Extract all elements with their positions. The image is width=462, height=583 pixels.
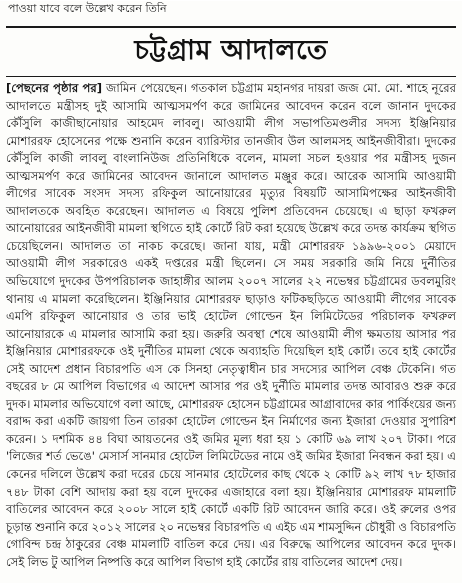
article-body bbox=[6, 80, 456, 571]
previous-article-tail: পাওয়া যাবে বলে উল্লেখ করেন তিনি bbox=[8, 2, 167, 15]
newspaper-clipping bbox=[0, 1, 462, 583]
headline-frame bbox=[6, 26, 456, 77]
article-headline: চট্টগ্রাম আদালতে bbox=[134, 34, 328, 66]
article-body-text: জামিন পেয়েছেন। গতকাল চট্টগ্রাম মহানগর দায়রা জজ মো. মো. শাহে নূরের আদালতে মন্ত্রীসহ দুই আসামি আত্মসমর্পণ করে জামিনের আবেদন করেন বলে জানান দুদকের কৌঁসুলি কাজীছানোয়ার আহমেদ লাবলু। আওয়ামী লীগ সভাপতিমণ্ডলীর সদস্য ইঞ্জিনিয়ার মোশাররফ হোসেনের পক্ষে শুনানি করেন ব্যারিস্টার তানজীব উল আলমসহ আইনজীবীরা। দুদকের কৌঁসুলি কাজী লাবলু বাংলানিউজ প্রতিনিধিকে বলেন, মামলা সচল হওয়ার পর মন্ত্রীসহ দুজন আত্মসমর্পণ করে জামিনের আবেদন জানালে আদালত মঞ্জুর করে। আরেক আসামি আওয়ামী লীগের সাবেক সংসদ সদস্য রফিকুল আনোয়ারের মৃত্যুর বিষয়টি আসামিপক্ষের আইনজীবী আদালতকে অবহিত করেছেন। আদালত এ বিষয়ে পুলিশ প্রতিবেদন চেয়েছে। এ ছাড়া ফখরুল আনোয়ারের আইনজীবী মামলা স্থগিতে হাই কোর্টে রিট করা হয়েছে উল্লেখ করে তদন্ত কার্যক্রম স্থগিত চেয়েছিলেন। আদালত তা নাকচ করেছে। জানা যায়, মন্ত্রী মোশাররফ ১৯৯৬-২০০১ মেয়াদে আওয়ামী লীগ সরকারেও একই দপ্তরের মন্ত্রী ছিলেন। সে সময় সরকারি জমি নিয়ে দুর্নীতির অভিযোগে দুদকের উপপরিচালক জাহাঙ্গীর আলম ২০০৭ সালের ২২ নভেম্বর চট্টগ্রামের ডবলমুরিং থানায় এ মামলা করেছিলেন। ইঞ্জিনিয়ার মোশাররফ ছাড়াও ফটিকছড়িতে আওয়ামী লীগের সাবেক এমপি রফিকুল আনোয়ার ও তার ভাই হোটেল গোল্ডেন ইন লিমিটেডের পরিচালক ফখরুল আনোয়ারকে এ মামলার আসামি করা হয়। জরুরি অবস্থা শেষে আওয়ামী লীগ ক্ষমতায় আসার পর ইঞ্জিনিয়ার মোশাররফকে ওই দুর্নীতির মামলা থেকে অব্যাহতি দিয়েছিল হাই কোর্ট। তবে হাই কোর্টের সেই আদেশ প্রধান বিচারপতি এস কে সিনহা নেতৃত্বাধীন চার সদস্যের আপিল বেঞ্চ টেকেনি। গত বছরের ৮ মে আপিল বিভাগের এ আদেশ আসার পর ওই দুর্নীতি মামলার তদন্ত আবারও শুরু করে দুদক। মামলার অভিযোগে বলা আছে, মোশাররফ হোসেন চট্টগ্রামের আগ্রাবাদের কার পার্কিংয়ের জন্য বরাদ্দ করা একটি জায়গা তিন তারকা হোটেল গোল্ডেন ইন নির্মাণের জন্য ইজারা দেওয়ার সুপারিশ করেন। ১ দশমিক ৪৪ বিঘা আয়তনের ওই জমির মূল্য ধরা হয় ১ কোটি ৬৯ লাখ ২০৭ টাকা। পরে 'লিজের শর্ত ভেঙে' মেসার্স সানমার হোটেল লিমিটেডের নামে ওই জমির ইজারা নিবন্ধন করা হয়। এ কেনের দলিলে উল্লেখ করা দরের চেয়ে সানমার হোটেলের কাছ থেকে ২ কোটি ৯২ লাখ ৭৮ হাজার ৭৪৮ টাকা বেশি আদায় করা হয় বলে দুদকের এজাহারে বলা হয়। ইঞ্জিনিয়ার মোশাররফ মামলাটি বাতিলের আবেদন করে ২০০৮ সালে হাই কোর্টে একটি রিট আবেদন জারি করে। ওই রুলের ওপর চূড়ান্ত শুনানি করে ২০১২ সালের ২০ নভেম্বর বিচারপতি এ এইচ এম শামসুদ্দিন চৌধুরী ও বিচারপতি গোবিন্দ চন্দ্র ঠাকুরের বেঞ্চ মামলাটি বাতিল করে দেয়। এর বিরুদ্ধে আপিলের আবেদন করে দুদক। সেই লিভ টু আপিল নিষ্পত্তি করে আপিল বিভাগ হাই কোর্টের রায় বাতিলের আদেশ দেয়। bbox=[6, 81, 456, 569]
continued-marker: [পেছনের পৃষ্ঠার পর] bbox=[6, 81, 103, 95]
